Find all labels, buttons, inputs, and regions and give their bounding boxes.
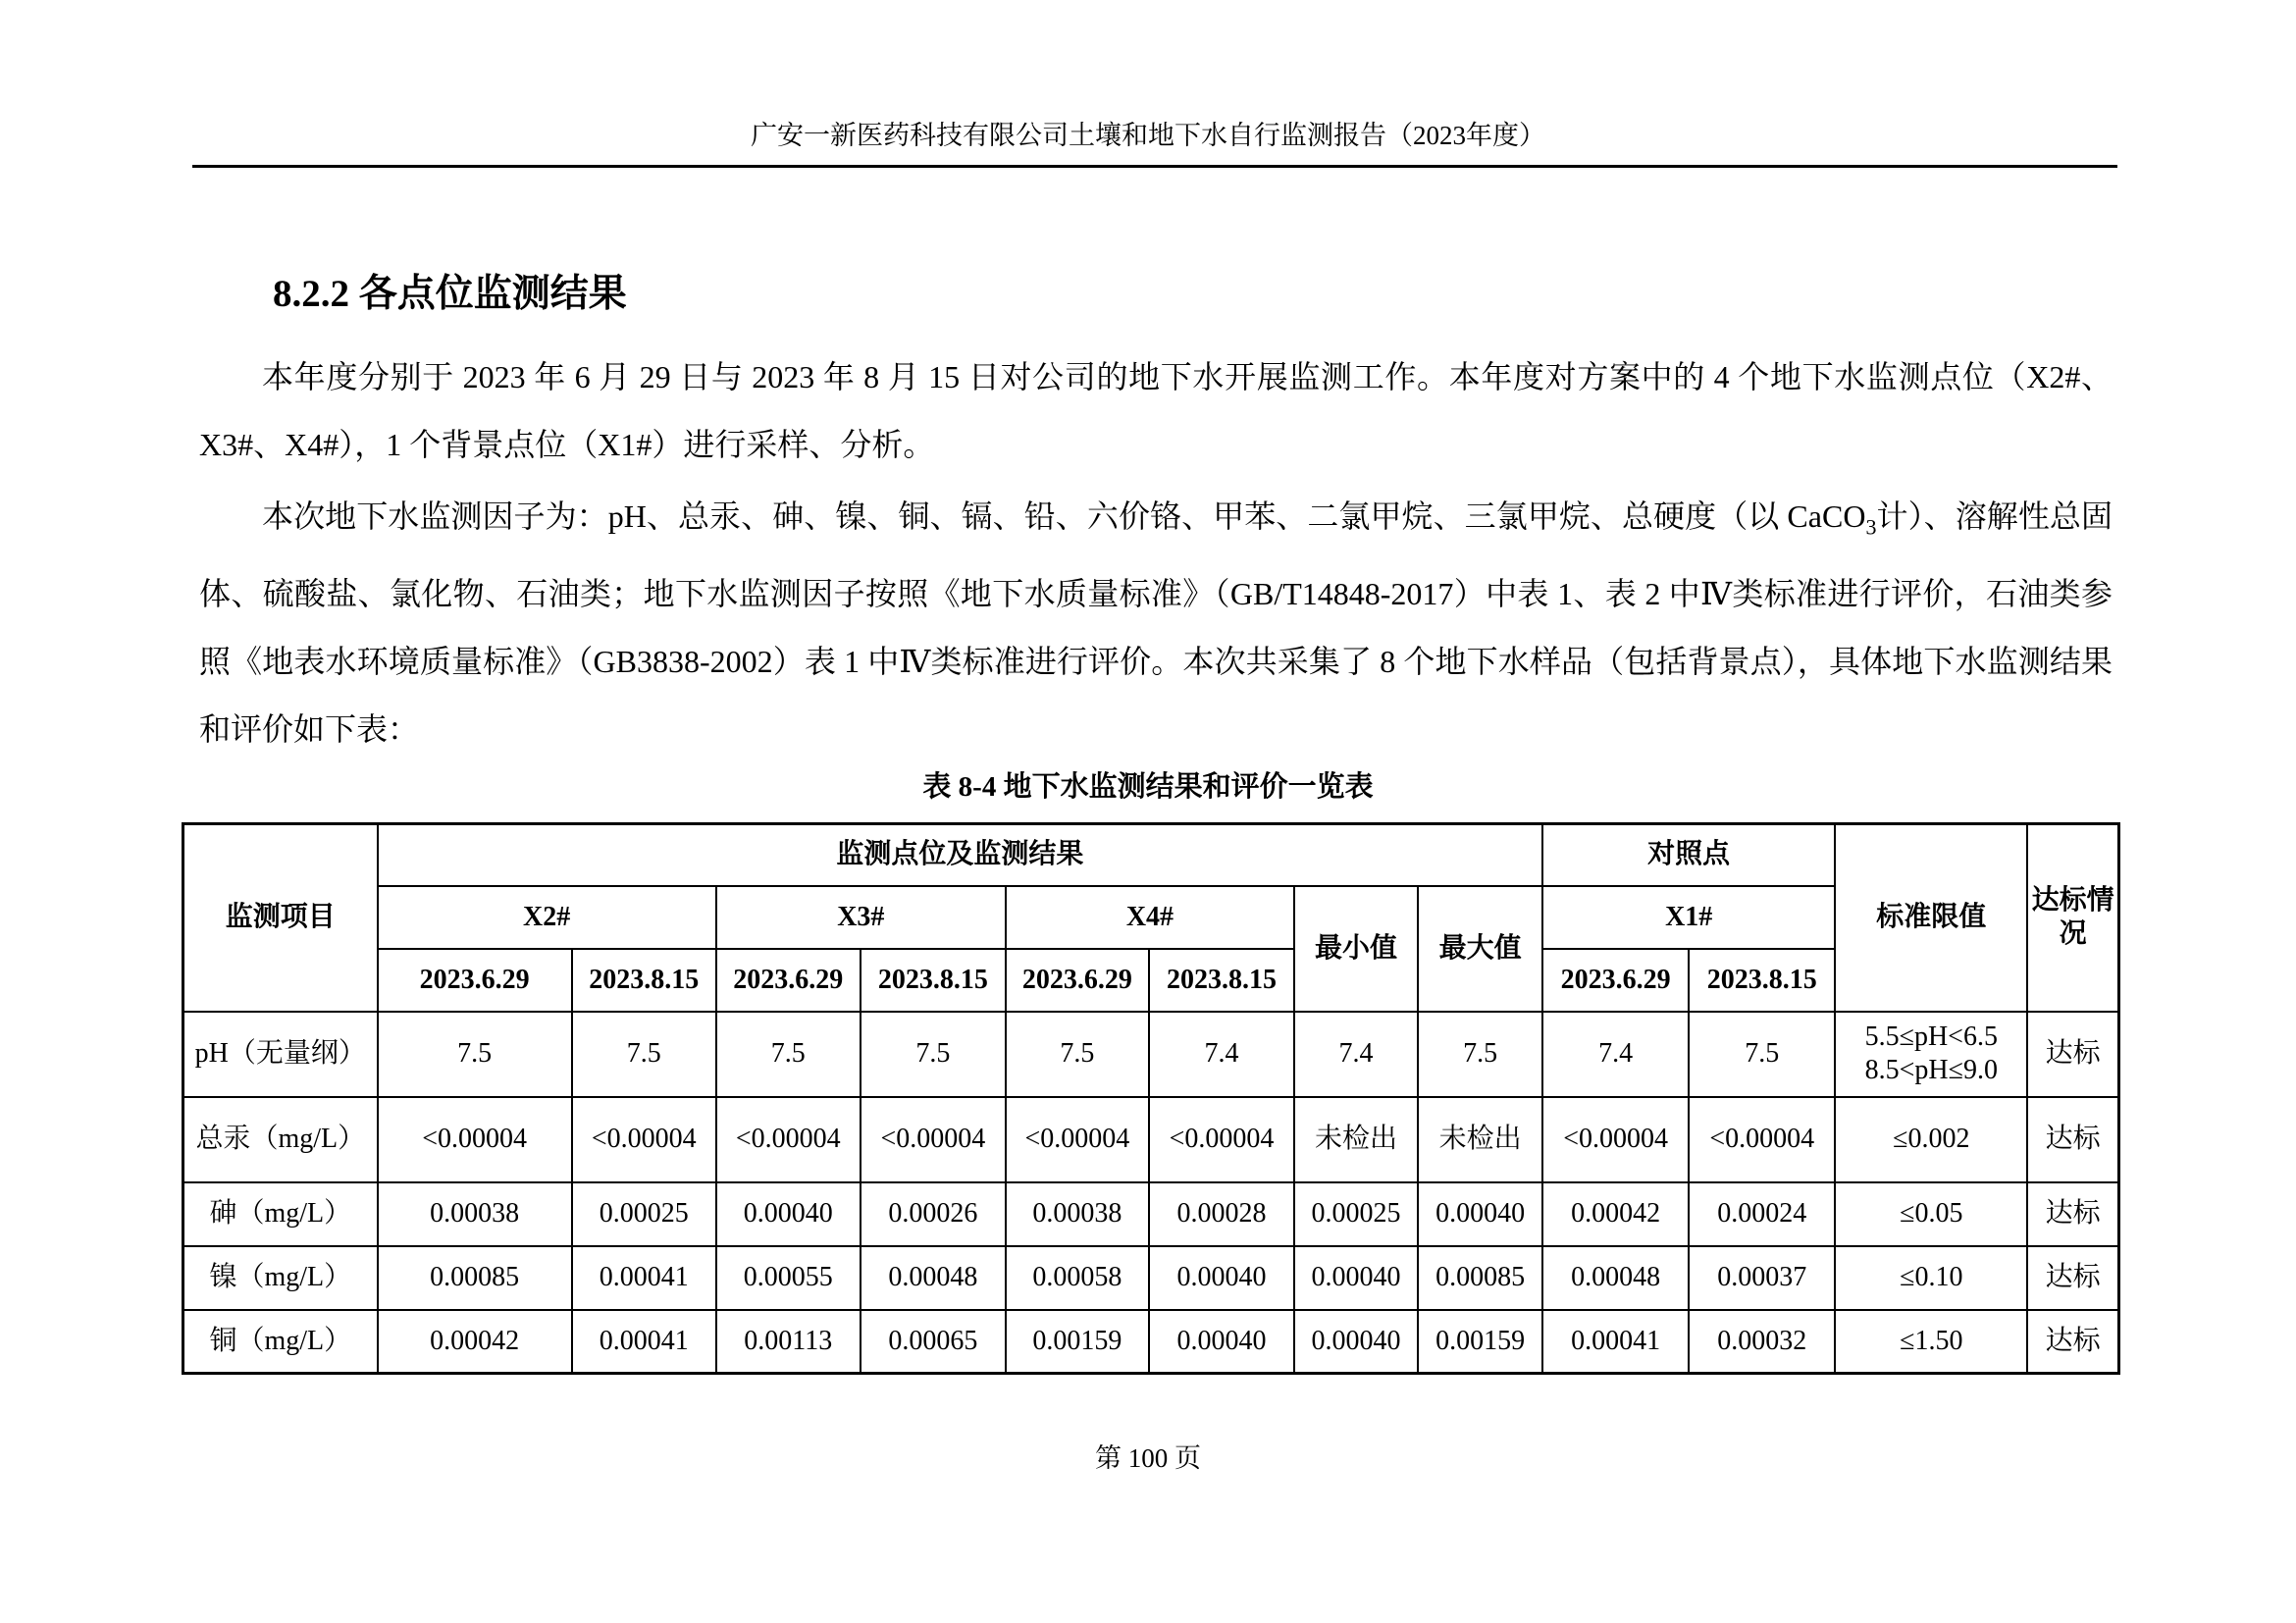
cell-value: 7.5 <box>716 1012 861 1097</box>
header-divider <box>192 165 2117 168</box>
table-header-row-1 <box>183 824 2119 886</box>
cell-value: 0.00040 <box>1149 1310 1294 1374</box>
cell-standard <box>1835 1182 2027 1246</box>
cell-value: 0.00041 <box>572 1310 716 1374</box>
cell-standard <box>1835 1310 2027 1374</box>
cell-value: <0.00004 <box>1006 1097 1149 1182</box>
cell-value: <0.00004 <box>378 1097 572 1182</box>
cell-value: 0.00085 <box>378 1246 572 1310</box>
cell-value: 0.00042 <box>1542 1182 1689 1246</box>
cell-value: <0.00004 <box>572 1097 716 1182</box>
cell-value: 0.00159 <box>1006 1310 1149 1374</box>
cell-value: 0.00026 <box>861 1182 1006 1246</box>
cell-value: 7.5 <box>378 1012 572 1097</box>
cell-item: 镍（mg/L） <box>183 1246 378 1310</box>
header-date: 2023.8.15 <box>572 949 716 1012</box>
page-header-title: 广安一新医药科技有限公司土壤和地下水自行监测报告（2023年度） <box>751 121 1545 150</box>
cell-status: 达标 <box>2027 1012 2118 1097</box>
cell-value: 0.00048 <box>861 1246 1006 1310</box>
cell-value: 0.00038 <box>1006 1182 1149 1246</box>
header-standard: 标准限值 <box>1835 824 2027 1012</box>
cell-value: 0.00055 <box>716 1246 861 1310</box>
cell-value: 0.00025 <box>572 1182 716 1246</box>
cell-value: 0.00041 <box>572 1246 716 1310</box>
header-item: 监测项目 <box>183 824 378 1012</box>
cell-value: 0.00065 <box>861 1310 1006 1374</box>
table-caption: 表 8-4 地下水监测结果和评价一览表 <box>922 771 1374 803</box>
table-row <box>183 1012 2119 1097</box>
page-number: 第 100 页 <box>1095 1443 1201 1473</box>
table-header-row-3 <box>183 949 2119 1012</box>
paragraph-factors-text <box>199 483 2113 763</box>
cell-value: 0.00113 <box>716 1310 861 1374</box>
cell-min: 0.00040 <box>1294 1310 1418 1374</box>
header-date: 2023.6.29 <box>1006 949 1149 1012</box>
paragraph-factors-subscript: 3 <box>1865 514 1877 540</box>
header-x4: X4# <box>1006 886 1294 949</box>
cell-max: 0.00159 <box>1418 1310 1542 1374</box>
cell-standard-line1: ≤1.50 <box>1900 1325 1963 1356</box>
cell-value: <0.00004 <box>861 1097 1006 1182</box>
cell-standard-line1: ≤0.002 <box>1893 1124 1970 1154</box>
paragraph-factors-part1: 本次地下水监测因子为：pH、总汞、砷、镍、铜、镉、铅、六价铬、甲苯、二氯甲烷、三氯甲烷、总硬度（以 CaCO <box>262 498 1866 534</box>
cell-value: 0.00028 <box>1149 1182 1294 1246</box>
cell-value: 0.00024 <box>1689 1182 1835 1246</box>
header-x2: X2# <box>378 886 716 949</box>
cell-value: 7.4 <box>1542 1012 1689 1097</box>
cell-max: 7.5 <box>1418 1012 1542 1097</box>
cell-value: 0.00042 <box>378 1310 572 1374</box>
cell-value: 7.5 <box>572 1012 716 1097</box>
cell-item: 铜（mg/L） <box>183 1310 378 1374</box>
cell-item: pH（无量纲） <box>183 1012 378 1097</box>
cell-min: 未检出 <box>1294 1097 1418 1182</box>
cell-max: 未检出 <box>1418 1097 1542 1182</box>
cell-max: 0.00040 <box>1418 1182 1542 1246</box>
paragraph-factors <box>199 483 2113 763</box>
cell-item: 砷（mg/L） <box>183 1182 378 1246</box>
cell-standard-line1: 5.5≤pH<6.5 <box>1864 1021 1998 1052</box>
table-row <box>183 1246 2119 1310</box>
table-row <box>183 1097 2119 1182</box>
header-x3: X3# <box>716 886 1006 949</box>
cell-value: 7.5 <box>1006 1012 1149 1097</box>
cell-standard <box>1835 1246 2027 1310</box>
cell-value: <0.00004 <box>1149 1097 1294 1182</box>
paragraph-sampling <box>199 343 2113 479</box>
header-date: 2023.8.15 <box>1689 949 1835 1012</box>
cell-value: 7.5 <box>1689 1012 1835 1097</box>
cell-item: 总汞（mg/L） <box>183 1097 378 1182</box>
cell-value: <0.00004 <box>1542 1097 1689 1182</box>
cell-standard <box>1835 1097 2027 1182</box>
header-control-group: 对照点 <box>1542 824 1835 886</box>
cell-status: 达标 <box>2027 1182 2118 1246</box>
cell-standard <box>1835 1012 2027 1097</box>
table-row <box>183 1310 2119 1374</box>
header-monitoring-group: 监测点位及监测结果 <box>378 824 1543 886</box>
cell-value: <0.00004 <box>1689 1097 1835 1182</box>
cell-value: 7.4 <box>1149 1012 1294 1097</box>
cell-value: 0.00038 <box>378 1182 572 1246</box>
header-max: 最大值 <box>1418 886 1542 1012</box>
header-date: 2023.6.29 <box>716 949 861 1012</box>
cell-value: 0.00058 <box>1006 1246 1149 1310</box>
results-table <box>182 822 2120 1375</box>
paragraph-factors-part2: 计）、溶解性总固体、硫酸盐、氯化物、石油类；地下水监测因子按照《地下水质量标准》（GB/T14848-2017）中表 1、表 2 中Ⅳ类标准进行评价，石油类参照《地表水环境质量标准》（GB3838-2002）表 1 中Ⅳ类标准进行评价。本次共采集了 8 个地下水样品（包括背景点），具体地下水监测结果和评价如下表： <box>199 498 2113 748</box>
cell-standard-line1: ≤0.05 <box>1900 1198 1963 1229</box>
cell-value: 0.00048 <box>1542 1246 1689 1310</box>
cell-status: 达标 <box>2027 1246 2118 1310</box>
cell-value: 0.00040 <box>716 1182 861 1246</box>
header-date: 2023.8.15 <box>1149 949 1294 1012</box>
cell-min: 7.4 <box>1294 1012 1418 1097</box>
cell-standard-line1: ≤0.10 <box>1900 1262 1963 1292</box>
cell-value: 0.00041 <box>1542 1310 1689 1374</box>
header-status: 达标情况 <box>2027 824 2118 1012</box>
cell-status: 达标 <box>2027 1097 2118 1182</box>
header-date: 2023.8.15 <box>861 949 1006 1012</box>
cell-value: 7.5 <box>861 1012 1006 1097</box>
cell-value: 0.00037 <box>1689 1246 1835 1310</box>
header-min: 最小值 <box>1294 886 1418 1012</box>
section-heading: 8.2.2 各点位监测结果 <box>273 273 627 315</box>
header-date: 2023.6.29 <box>378 949 572 1012</box>
table-row <box>183 1182 2119 1246</box>
cell-max: 0.00085 <box>1418 1246 1542 1310</box>
header-x1: X1# <box>1542 886 1835 949</box>
cell-value: 0.00040 <box>1149 1246 1294 1310</box>
cell-standard-line2: 8.5<pH≤9.0 <box>1864 1055 1998 1085</box>
cell-value: 0.00032 <box>1689 1310 1835 1374</box>
cell-min: 0.00040 <box>1294 1246 1418 1310</box>
header-date: 2023.6.29 <box>1542 949 1689 1012</box>
paragraph-sampling-text: 本年度分别于 2023 年 6 月 29 日与 2023 年 8 月 15 日对公司的地下水开展监测工作。本年度对方案中的 4 个地下水监测点位（X2#、X3#、X4#），1 个背景点位（X1#）进行采样、分析。 <box>199 359 2113 462</box>
cell-value: <0.00004 <box>716 1097 861 1182</box>
cell-status: 达标 <box>2027 1310 2118 1374</box>
table-header-row-2 <box>183 886 2119 949</box>
cell-min: 0.00025 <box>1294 1182 1418 1246</box>
